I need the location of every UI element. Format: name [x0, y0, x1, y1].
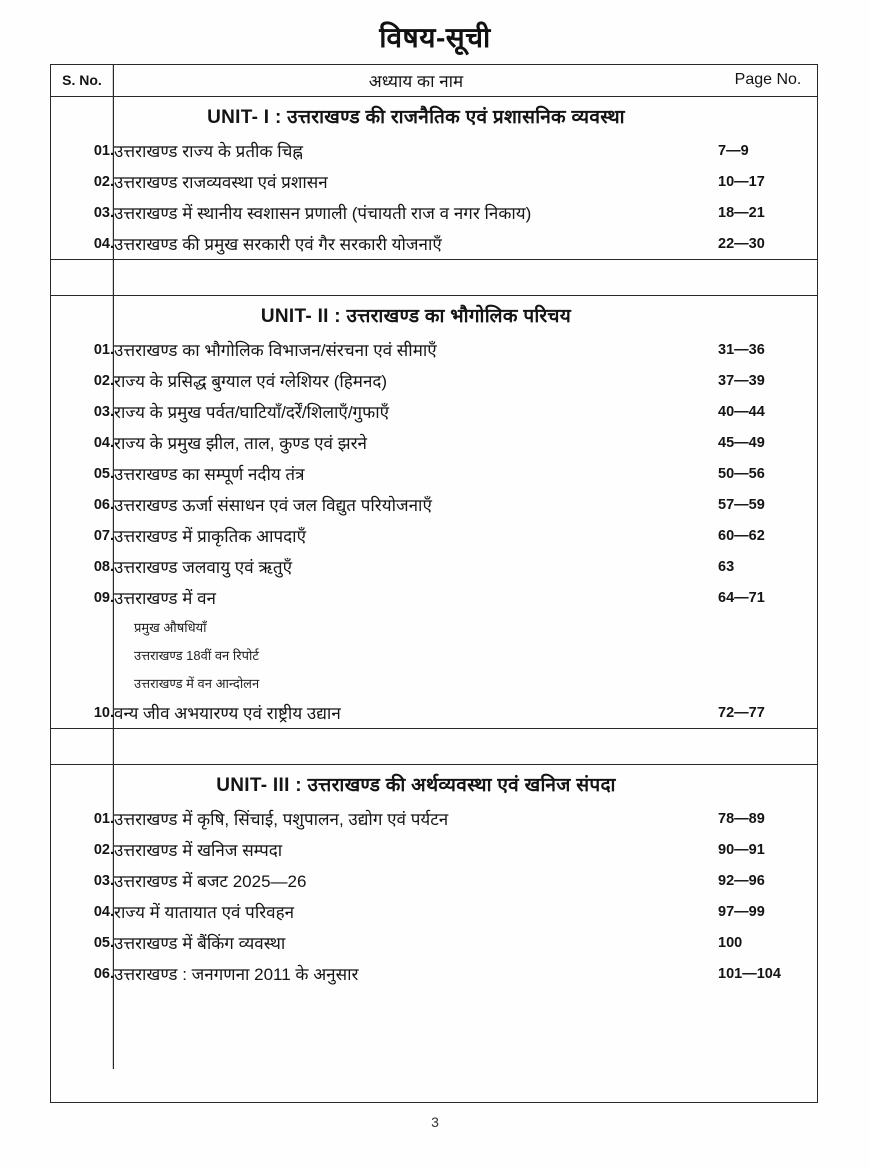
entry-chapter-name: वन्य जीव अभयारण्य एवं राष्ट्रीय उद्यान	[114, 704, 341, 723]
unit-heading-sno	[50, 97, 114, 136]
entry-serial-number: 06.	[50, 958, 114, 989]
entry-serial-number: 04.	[50, 896, 114, 927]
entry-page-range: 63	[718, 558, 735, 575]
entry-serial-number	[50, 613, 114, 641]
entry-serial-number	[50, 641, 114, 669]
entry-serial-number: 04.	[50, 427, 114, 458]
entry-page-range: 18—21	[718, 204, 765, 221]
entry-page-range	[718, 641, 818, 669]
entry-page-range: 10—17	[718, 173, 765, 190]
table-row[interactable]	[50, 135, 818, 166]
entry-page-range: 45—49	[718, 434, 765, 451]
unit-heading-row	[50, 296, 818, 335]
entry-chapter-name: राज्य में यातायात एवं परिवहन	[114, 903, 295, 922]
unit-spacer-row	[50, 729, 818, 765]
entry-chapter-name: उत्तराखण्ड : जनगणना 2011 के अनुसार	[114, 965, 359, 984]
entry-chapter-name: उत्तराखण्ड में बजट 2025—26	[114, 872, 307, 891]
sub-entry-row[interactable]	[50, 669, 818, 697]
table-row[interactable]	[50, 927, 818, 958]
entry-page-range: 100	[718, 934, 743, 951]
entry-page-range: 57—59	[718, 496, 765, 513]
table-trailing-blank-row	[50, 989, 818, 1069]
spacer-name	[114, 729, 718, 765]
table-row[interactable]	[50, 582, 818, 613]
entry-serial-number: 03.	[50, 396, 114, 427]
table-row[interactable]	[50, 166, 818, 197]
entry-chapter-name: राज्य के प्रमुख पर्वत/घाटियाँ/दर्रें/शिलाएँ/गुफाएँ	[114, 403, 390, 422]
entry-serial-number	[50, 669, 114, 697]
entry-page-range	[718, 613, 818, 641]
entry-chapter-name: उत्तराखण्ड की प्रमुख सरकारी एवं गैर सरकारी योजनाएँ	[114, 235, 442, 254]
entry-page-range: 90—91	[718, 841, 765, 858]
entry-chapter-name: उत्तराखण्ड राज्य के प्रतीक चिह्न	[114, 142, 303, 161]
unit-heading-page	[718, 296, 818, 335]
entry-page-range: 22—30	[718, 235, 765, 252]
entry-serial-number: 03.	[50, 197, 114, 228]
entry-serial-number: 09.	[50, 582, 114, 613]
entry-page-range: 50—56	[718, 465, 765, 482]
spacer-sno	[50, 729, 114, 765]
table-row[interactable]	[50, 197, 818, 228]
entry-chapter-name: उत्तराखण्ड राजव्यवस्था एवं प्रशासन	[114, 173, 328, 192]
unit-heading-sno	[50, 296, 114, 335]
entry-chapter-name: उत्तराखण्ड का भौगोलिक विभाजन/संरचना एवं सीमाएँ	[114, 341, 437, 360]
entry-page-range: 92—96	[718, 872, 765, 889]
entry-page-range: 31—36	[718, 341, 765, 358]
entry-page-range: 7—9	[718, 142, 749, 159]
sub-entry-label: उत्तराखण्ड में वन आन्दोलन	[134, 676, 260, 691]
table-row[interactable]	[50, 551, 818, 582]
spacer-name	[114, 260, 718, 296]
entry-page-range: 97—99	[718, 903, 765, 920]
entry-serial-number: 02.	[50, 365, 114, 396]
entry-chapter-name: उत्तराखण्ड में प्राकृतिक आपदाएँ	[114, 527, 306, 546]
table-row[interactable]	[50, 458, 818, 489]
entry-chapter-name: उत्तराखण्ड में स्थानीय स्वशासन प्रणाली (पंचायती राज व नगर निकाय)	[114, 204, 532, 223]
spacer-sno	[50, 260, 114, 296]
blank-page	[718, 989, 818, 1069]
unit-heading-label: UNIT- II : उत्तराखण्ड का भौगोलिक परिचय	[260, 306, 572, 327]
entry-serial-number: 05.	[50, 927, 114, 958]
entry-serial-number: 08.	[50, 551, 114, 582]
entry-page-range: 60—62	[718, 527, 765, 544]
entry-page-range	[718, 669, 818, 697]
unit-heading-row	[50, 765, 818, 804]
entry-serial-number: 07.	[50, 520, 114, 551]
entry-chapter-name: उत्तराखण्ड में खनिज सम्पदा	[114, 841, 283, 860]
entry-serial-number: 10.	[50, 697, 114, 729]
unit-heading-row	[50, 97, 818, 136]
entry-serial-number: 01.	[50, 135, 114, 166]
sub-entry-row[interactable]	[50, 613, 818, 641]
entry-page-range: 64—71	[718, 589, 765, 606]
table-row[interactable]	[50, 334, 818, 365]
entry-chapter-name: उत्तराखण्ड में कृषि, सिंचाई, पशुपालन, उद्योग एवं पर्यटन	[114, 810, 449, 829]
table-of-contents	[50, 64, 818, 1069]
sub-entry-row[interactable]	[50, 641, 818, 669]
entry-page-range: 40—44	[718, 403, 765, 420]
table-row[interactable]	[50, 865, 818, 896]
table-row[interactable]	[50, 896, 818, 927]
spacer-page	[718, 729, 818, 765]
table-row[interactable]	[50, 365, 818, 396]
page-title: विषय-सूची	[379, 22, 491, 53]
unit-heading-label: UNIT- I : उत्तराखण्ड की राजनैतिक एवं प्रशासनिक व्यवस्था	[207, 107, 625, 128]
entry-chapter-name: उत्तराखण्ड में बैंकिंग व्यवस्था	[114, 934, 286, 953]
header-chapter-name: अध्याय का नाम	[114, 64, 718, 97]
entry-serial-number: 06.	[50, 489, 114, 520]
entry-chapter-name: उत्तराखण्ड ऊर्जा संसाधन एवं जल विद्युत परियोजनाएँ	[114, 496, 432, 515]
spacer-page	[718, 260, 818, 296]
unit-heading-sno	[50, 765, 114, 804]
entry-serial-number: 01.	[50, 334, 114, 365]
table-row[interactable]	[50, 489, 818, 520]
unit-heading-page	[718, 97, 818, 136]
header-page-no: Page No.	[718, 64, 818, 97]
table-row[interactable]	[50, 396, 818, 427]
page-number: 3	[431, 1114, 439, 1130]
table-row[interactable]	[50, 803, 818, 834]
sub-entry-label: प्रमुख औषधियाँ	[134, 620, 207, 635]
table-row[interactable]	[50, 228, 818, 260]
entry-chapter-name: उत्तराखण्ड जलवायु एवं ऋतुएँ	[114, 558, 292, 577]
table-row[interactable]	[50, 520, 818, 551]
entry-chapter-name: उत्तराखण्ड का सम्पूर्ण नदीय तंत्र	[114, 465, 305, 484]
entry-page-range: 72—77	[718, 704, 765, 721]
header-sno: S. No.	[50, 64, 114, 97]
entry-chapter-name: राज्य के प्रसिद्ध बुग्याल एवं ग्लेशियर (हिमनद)	[114, 372, 388, 391]
sub-entry-label: उत्तराखण्ड 18वीं वन रिपोर्ट	[134, 648, 259, 663]
entry-page-range: 37—39	[718, 372, 765, 389]
blank-name	[114, 989, 718, 1069]
entry-serial-number: 03.	[50, 865, 114, 896]
entry-chapter-name: राज्य के प्रमुख झील, ताल, कुण्ड एवं झरने	[114, 434, 367, 453]
unit-heading-label: UNIT- III : उत्तराखण्ड की अर्थव्यवस्था एवं खनिज संपदा	[216, 775, 616, 796]
entry-serial-number: 05.	[50, 458, 114, 489]
entry-serial-number: 02.	[50, 166, 114, 197]
table-header-row	[50, 64, 818, 97]
entry-serial-number: 02.	[50, 834, 114, 865]
entry-page-range: 78—89	[718, 810, 765, 827]
entry-serial-number: 04.	[50, 228, 114, 260]
blank-sno	[50, 989, 114, 1069]
table-row[interactable]	[50, 697, 818, 729]
table-row[interactable]	[50, 834, 818, 865]
unit-spacer-row	[50, 260, 818, 296]
entry-serial-number: 01.	[50, 803, 114, 834]
unit-heading-page	[718, 765, 818, 804]
entry-chapter-name: उत्तराखण्ड में वन	[114, 589, 216, 608]
table-row[interactable]	[50, 427, 818, 458]
table-row[interactable]	[50, 958, 818, 989]
entry-page-range: 101—104	[718, 965, 781, 982]
